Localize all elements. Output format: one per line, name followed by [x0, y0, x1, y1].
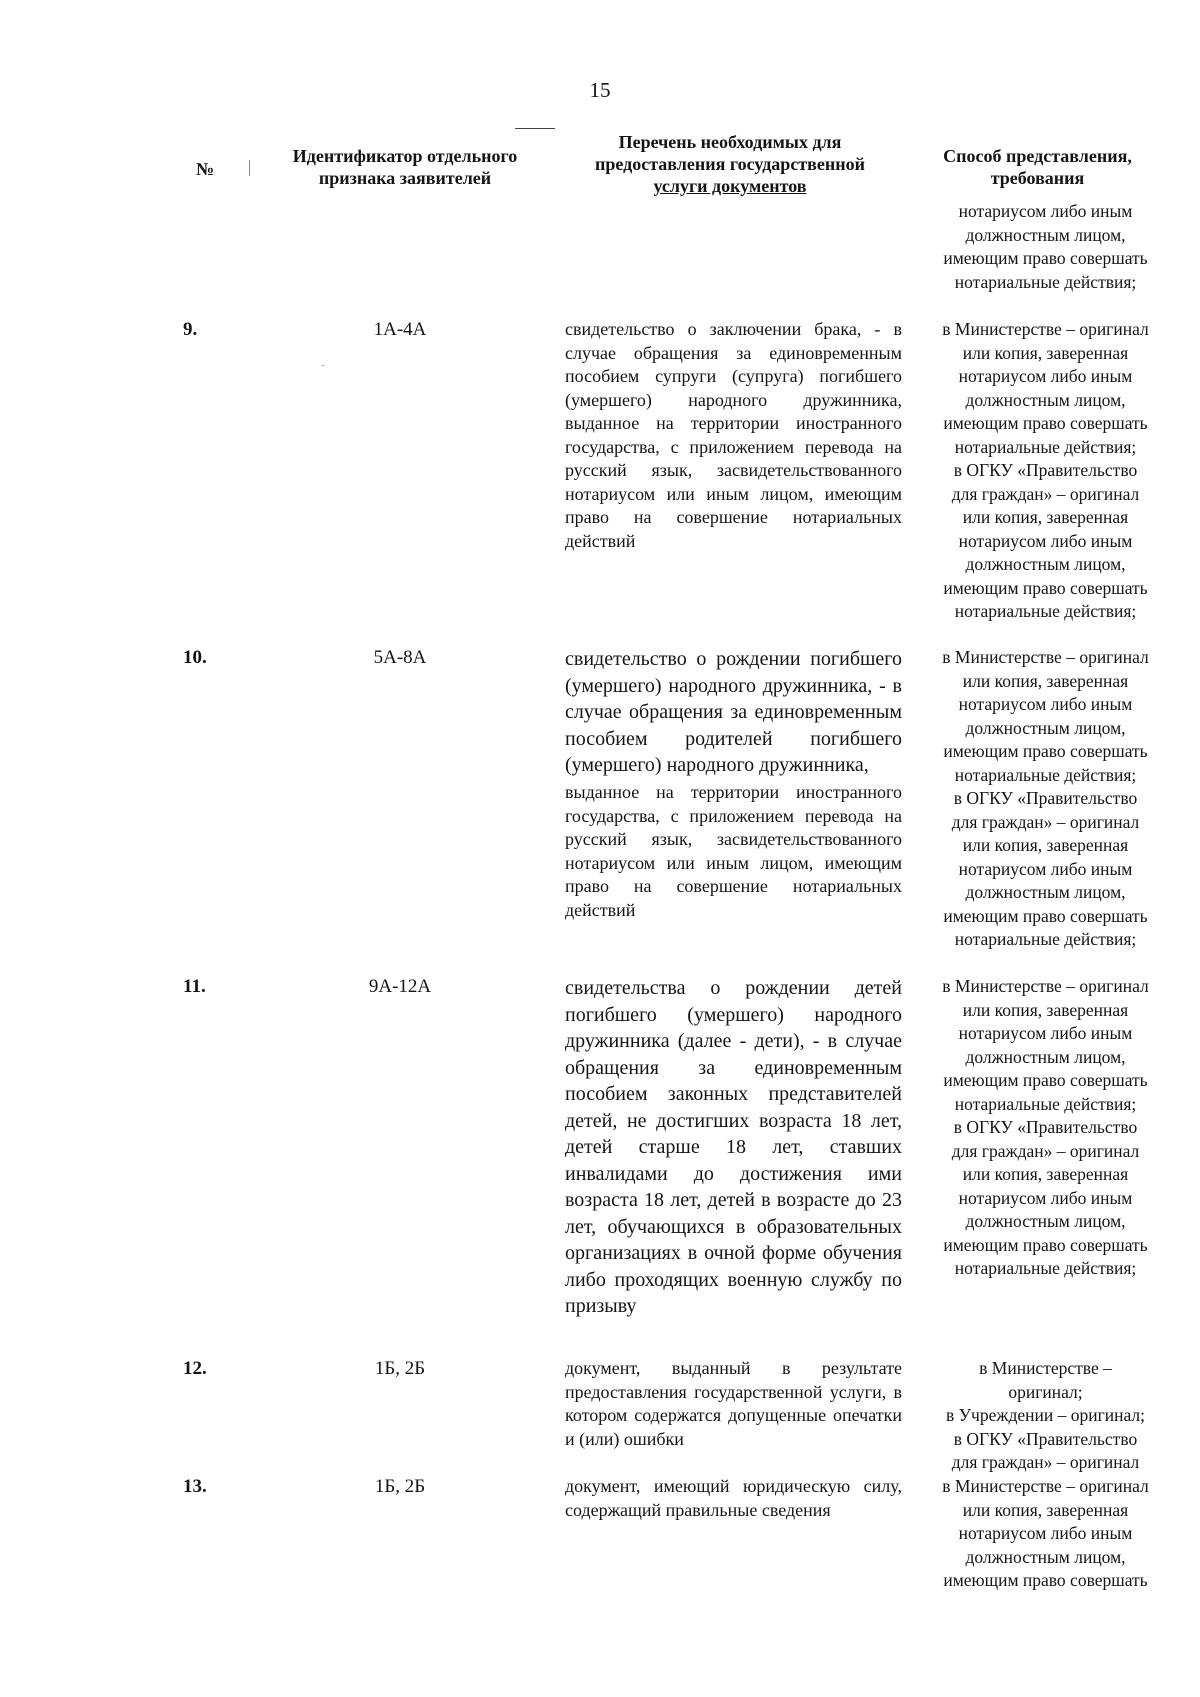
header-method: Способ представления, требования	[943, 146, 1132, 188]
page-number: 15	[589, 78, 611, 102]
row-method: в Министерстве – оригинал или копия, заверенная нотариусом либо иным должностным лицом, имеющим право совершать нотариальные действия; в ОГКУ «Правительство для граждан» – оригинал или копия, заверенная нотариусом либо иным должностным лицом, имеющим право совершать нотариальные действия;	[942, 976, 1149, 1278]
header-documents	[560, 131, 900, 197]
row-documents-part1: свидетельство о рождении погибшего (умершего) народного дружинника, - в случае обращения за единовременным пособием родителей погибшего (умершего) народного дружинника,	[565, 648, 902, 776]
row-number: 11.	[183, 976, 206, 997]
header-number: №	[196, 159, 215, 179]
row-identifier: 1Б, 2Б	[374, 1476, 426, 1497]
row-documents: документ, выданный в результате предоставления государственной услуги, в котором содержатся допущенные опечатки и (или) ошибки	[565, 1358, 902, 1449]
continuation-method: нотариусом либо иным должностным лицом, имеющим право совершать нотариальные действия;	[943, 201, 1148, 292]
row-identifier: 1Б, 2Б	[374, 1358, 426, 1379]
row-method: в Министерстве – оригинал или копия, заверенная нотариусом либо иным должностным лицом, имеющим право совершать нотариальные действия; в ОГКУ «Правительство для граждан» – оригинал или копия, заверенная нотариусом либо иным должностным лицом, имеющим право совершать нотариальные действия;	[942, 647, 1149, 949]
row-number: 13.	[183, 1476, 207, 1497]
header-documents-line1: Перечень необходимых для предоставления государственной	[595, 132, 865, 174]
row-documents: свидетельства о рождении детей погибшего (умершего) народного дружинника (далее - дети), - в случае обращения за единовременным пособием законных представителей детей, не достигших возраста 18 лет, детей старше 18 лет, ставших инвалидами до достижения ими возраста 18 лет, детей в возрасте до 23 лет, обучающихся в образовательных организациях в очной форме обучения либо проходящих военную службу по призыву	[565, 977, 902, 1317]
row-number: 10.	[183, 647, 207, 668]
row-documents: документ, имеющий юридическую силу, содержащий правильные сведения	[565, 1476, 902, 1520]
row-number: 9.	[183, 319, 198, 340]
scan-speck	[322, 365, 324, 366]
row-documents-part2: выданное на территории иностранного государства, с приложением перевода на русский язык, засвидетельствованного нотариусом или иным лицом, имеющим право на совершение нотариальных действий	[565, 782, 902, 920]
header-identifier: Идентификатор отдельного признака заявителей	[292, 146, 518, 188]
row-identifier: 5А-8А	[373, 647, 427, 668]
row-number: 12.	[183, 1358, 207, 1379]
row-method: в Министерстве – оригинал; в Учреждении – оригинал; в ОГКУ «Правительство для граждан» – оригинал	[946, 1358, 1145, 1472]
row-identifier: 1А-4А	[373, 319, 427, 340]
row-method: в Министерстве – оригинал или копия, заверенная нотариусом либо иным должностным лицом, имеющим право совершать нотариальные действия; в ОГКУ «Правительство для граждан» – оригинал или копия, заверенная нотариусом либо иным должностным лицом, имеющим право совершать нотариальные действия;	[942, 319, 1149, 621]
row-documents: свидетельство о заключении брака, - в случае обращения за единовременным пособием супруги (супруга) погибшего (умершего) народного дружинника, выданное на территории иностранного государства, с приложением перевода на русский язык, засвидетельствованного нотариусом или иным лицом, имеющим право на совершение нотариальных действий	[565, 319, 902, 551]
row-method: в Министерстве – оригинал или копия, заверенная нотариусом либо иным должностным лицом, имеющим право совершать	[942, 1476, 1149, 1590]
header-separator	[249, 160, 250, 176]
header-rule	[515, 128, 555, 129]
row-identifier: 9А-12А	[368, 976, 432, 997]
header-documents-line2: услуги документов	[653, 176, 807, 196]
